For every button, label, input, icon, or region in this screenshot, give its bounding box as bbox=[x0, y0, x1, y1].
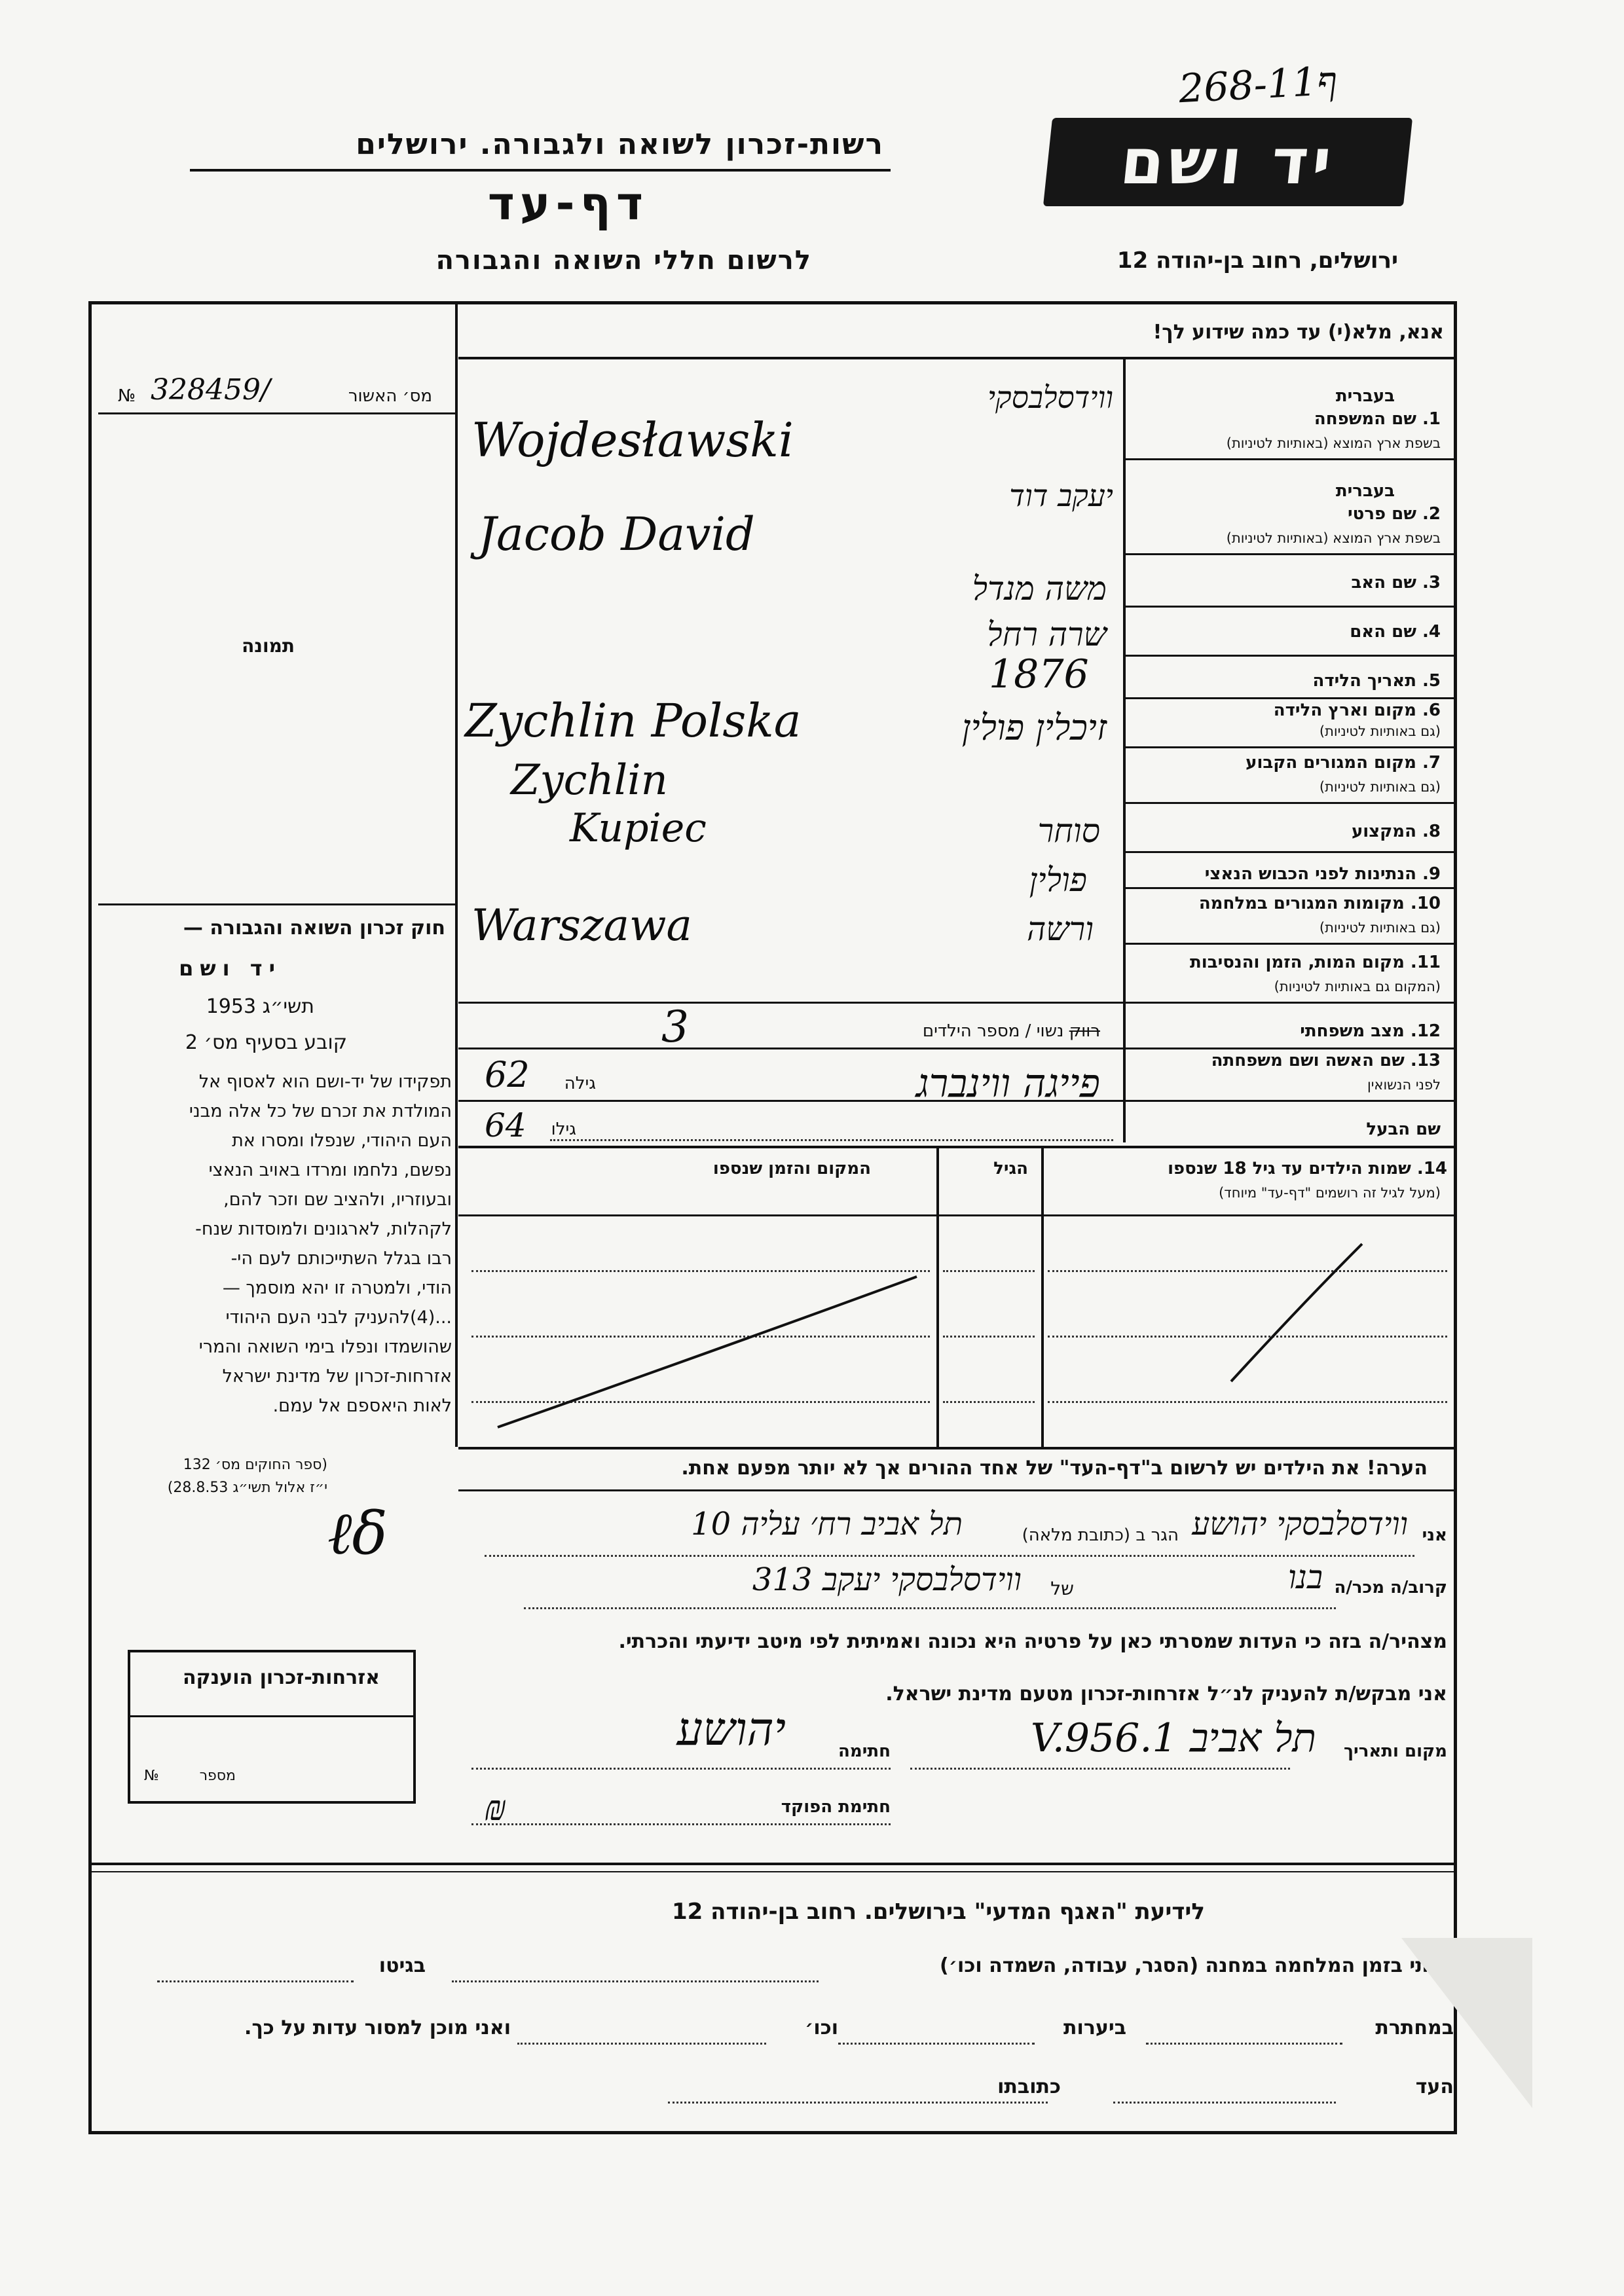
intro-text: אנא, מלא(י) עד כמה שידוע לך! bbox=[1153, 321, 1444, 344]
decl-place-date-label: מקום ותאריך bbox=[1344, 1741, 1447, 1761]
witness-name: ווידסלבסקי יהושע bbox=[1192, 1506, 1408, 1542]
place-date: תל אביב 1.V.956 bbox=[1030, 1715, 1316, 1761]
archive-number: 268-1ף1 bbox=[1177, 58, 1338, 113]
decl-declare: מצהיר/ה בזה כי העדות שמסרתי כאן על פרטיה היא נכונה ואמיתית לפי מיטב ידיעתי והכרתי. bbox=[618, 1630, 1447, 1653]
children-col-place: המקום והזמן שנספו bbox=[712, 1159, 871, 1178]
cancel-strokes bbox=[458, 1218, 1457, 1447]
decl-i: אני bbox=[1422, 1525, 1447, 1545]
birth-date: 1876 bbox=[989, 651, 1089, 697]
label-birthplace-sub: (גם באותיות לטיניות) bbox=[1319, 723, 1441, 739]
husband-age-label: גילו bbox=[551, 1120, 576, 1139]
relation-value: בנו bbox=[1287, 1558, 1323, 1596]
bottom-line1-a: הייתי בזמן המלחמה במחנה (הסגר, עבודה, השמדה וכו׳) bbox=[940, 1954, 1454, 1977]
cert-number: מספר bbox=[199, 1768, 236, 1784]
label-surname: 1. שם המשפחה bbox=[1314, 409, 1441, 429]
note-text: הערה! את הילדים יש לרשום ב"דף-העד" של אחד ההורים אך לא יותר מפעם אחת. bbox=[681, 1457, 1428, 1480]
authority-title: רשות-זכרון לשואה ולגבורה. ירושלים bbox=[356, 128, 884, 161]
bottom-line3-b: כתובתו bbox=[997, 2075, 1061, 2098]
husband-age: 64 bbox=[485, 1106, 526, 1144]
reg-number: 328459/ bbox=[151, 373, 270, 407]
officer-signature: ₪ bbox=[485, 1787, 506, 1829]
given-lat: Jacob David bbox=[478, 507, 755, 561]
left-annotation: ℓδ bbox=[327, 1499, 388, 1568]
married-label: רווק נשוי / מספר הילדים bbox=[922, 1021, 1100, 1041]
law-clause: קובע בסעיף מס׳ 2 bbox=[185, 1031, 347, 1054]
decl-request: אני מבקש/ת להעניק לנ״ל אזרחות-זכרון מטעם מדינת ישראל. bbox=[885, 1683, 1447, 1705]
law-body: תפקידו של יד-ושם הוא לאסוף אל המולדת את זכרם של כל אלה מבני העם היהודי, שנפלו ומסרו את נפשם, נלחמו ומרדו באויב הנאצי ובעוזריו, ולהציב שם וזכר להם, לקהלות, לארגונים ולמוסדות שנח- רבו בגלל השתייכותם לעם הי- הודי, ולמטרה זו יהא מוסמך — ...(4)להעניק לבני העם היהודי שהושמדו ונפלו בימי השואה והמרי אזרחות-זכרון של מדינת ישראל לאות היאספם אל עמם. bbox=[189, 1072, 452, 1416]
bottom-line2-c: וכו׳ bbox=[805, 2016, 838, 2039]
decl-of: של bbox=[1050, 1578, 1074, 1599]
label-mother: 4. שם האם bbox=[1350, 622, 1441, 642]
label-wartime-sub: (גם באותיות לטיניות) bbox=[1319, 920, 1441, 936]
surname-lat: Wojdesławski bbox=[471, 412, 794, 467]
given-heb: יעקב דוד bbox=[1009, 478, 1113, 513]
bottom-line2-d: ואני מוכן למסור עדות על כך. bbox=[244, 2016, 511, 2039]
cert-no: № bbox=[144, 1768, 159, 1784]
label-marital: 12. מצב משפחתי bbox=[1300, 1021, 1441, 1041]
label-given: 2. שם פרטי bbox=[1348, 504, 1441, 524]
label-death-sub: (המקום גם באותיות לטיניות) bbox=[1274, 979, 1441, 994]
father-name: משה מנדל bbox=[972, 570, 1107, 608]
reg-label: מס׳ האשור bbox=[348, 386, 432, 406]
form-subtitle: לרשום חללי השואה והגבורה bbox=[435, 246, 812, 276]
residence-lat: Zychlin bbox=[511, 756, 668, 805]
label-husband: שם הבעל bbox=[1366, 1120, 1441, 1139]
birth-place-lat: Zychlin Polska bbox=[465, 694, 802, 748]
in-hebrew-1: בעברית bbox=[1335, 386, 1395, 406]
of-name: ווידסלבסקי יעקב 313 bbox=[752, 1561, 1022, 1598]
law-title: חוק זכרון השואה והגבורה — bbox=[183, 917, 445, 939]
label-surname-sub: בשפת ארץ המוצא (באותיות לטיניות) bbox=[1226, 435, 1441, 451]
bottom-title: לידיעת "האגף המדעי" בירושלים. רחוב בן-יהודה 12 bbox=[671, 1899, 1205, 1925]
decl-signature-label: חתימה bbox=[838, 1741, 891, 1761]
folded-corner bbox=[1401, 1938, 1532, 2108]
birth-place-heb: זיכלין פולין bbox=[961, 707, 1107, 748]
law-source-date: י״ז אלול תשי״ג 28.8.53) bbox=[167, 1480, 327, 1496]
label-wartime: 10. מקומות המגורים במלחמה bbox=[1198, 894, 1441, 913]
label-birthplace: 6. מקום וארץ הלידה bbox=[1273, 701, 1441, 720]
label-birthdate: 5. תאריך הלידה bbox=[1312, 671, 1441, 691]
photo-label: תמונה bbox=[242, 635, 295, 657]
address: ירושלים, רחוב בן-יהודה 12 bbox=[1116, 247, 1398, 274]
profession-heb: סוחר bbox=[1037, 812, 1100, 850]
wartime-lat: Warszawa bbox=[471, 900, 692, 951]
decl-officer-label: חתימת הפוקד bbox=[781, 1797, 891, 1817]
label-wife: 13. שם האשה ושם משפחתה bbox=[1211, 1051, 1441, 1070]
label-wife-sub: לפני הנשואין bbox=[1367, 1077, 1441, 1093]
law-source: (ספר החוקים מס׳ 132 bbox=[183, 1457, 327, 1473]
bottom-line1-b: בגיטו bbox=[378, 1954, 426, 1977]
label-given-sub: בשפת ארץ המוצא (באותיות לטיניות) bbox=[1226, 530, 1441, 546]
label-profession: 8. המקצוע bbox=[1351, 822, 1441, 841]
mother-name: שרה רחל bbox=[987, 615, 1107, 653]
children-col-names-sub: (מעל לגיל זה רושמים "דף-עד" מיוחד) bbox=[1219, 1185, 1441, 1201]
children-count: 3 bbox=[661, 1002, 689, 1052]
citizenship-value: פולין bbox=[1029, 861, 1087, 899]
label-citizenship: 9. הנתינות לפני הכבוש הנאצי bbox=[1204, 864, 1441, 884]
reg-no-symbol: № bbox=[118, 386, 136, 406]
wartime-heb: ורשה bbox=[1026, 910, 1094, 948]
children-col-names: 14. שמות הילדים עד גיל 18 שנספו bbox=[1168, 1159, 1447, 1178]
profession-lat: Kupiec bbox=[570, 805, 707, 851]
decl-relative: קרוב/ה מכר/ה bbox=[1334, 1578, 1447, 1597]
label-residence: 7. מקום המגורים הקבוע bbox=[1246, 753, 1441, 773]
wife-age-label: גילה bbox=[564, 1074, 596, 1093]
surname-heb: ווידסלבסקי bbox=[987, 380, 1113, 415]
bottom-line2-a: במחתרת bbox=[1375, 2016, 1454, 2039]
label-residence-sub: (גם באותיות לטיניות) bbox=[1319, 779, 1441, 795]
bottom-line2-b: ביערות bbox=[1063, 2016, 1126, 2039]
cert-title: אזרחות-זכרון הוענקה bbox=[182, 1666, 380, 1689]
label-father: 3. שם האב bbox=[1351, 573, 1441, 592]
in-hebrew-2: בעברית bbox=[1335, 481, 1395, 501]
wife-age: 62 bbox=[485, 1054, 530, 1095]
yad-vashem-logo: יד ושם bbox=[1043, 118, 1412, 206]
children-col-age: הגיל bbox=[993, 1159, 1028, 1178]
wife-name: פייגה ווינברג bbox=[915, 1061, 1100, 1106]
law-logo: יד ושם bbox=[179, 956, 282, 981]
bottom-line3-a: העד bbox=[1415, 2075, 1454, 2098]
witness-address: תל אביב רח׳ עליה 10 bbox=[691, 1506, 963, 1542]
form-title: דף-עד bbox=[487, 177, 648, 230]
label-death: 11. מקום המות, הזמן והנסיבות bbox=[1190, 953, 1441, 972]
law-year: תשי״ג 1953 bbox=[206, 995, 314, 1018]
signature: יהושע bbox=[676, 1702, 786, 1756]
decl-residing: הגר ב (כתובת מלאה) bbox=[1022, 1525, 1179, 1545]
